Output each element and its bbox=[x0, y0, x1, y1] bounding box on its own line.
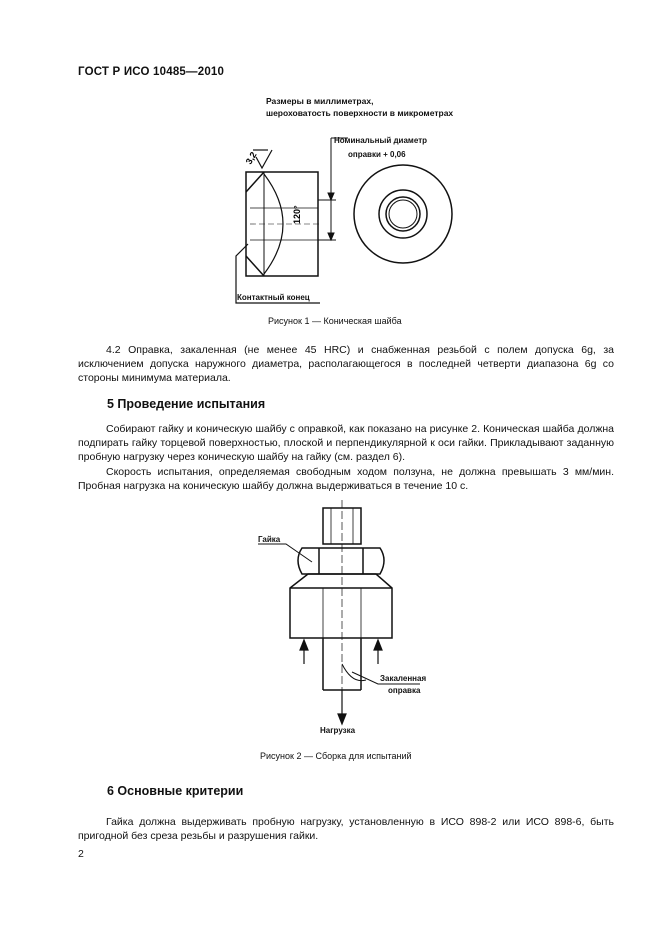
section6-paragraph: Гайка должна выдерживать пробную нагрузку, установленную в ИСО 898-2 или ИСО 898-6, быть пригодной без среза резьбы и разрушения гайки. bbox=[78, 816, 614, 843]
figure2-caption: Рисунок 2 — Сборка для испытаний bbox=[260, 751, 412, 761]
figure1-caption: Рисунок 1 — Коническая шайба bbox=[268, 316, 402, 326]
support-arrows bbox=[300, 640, 382, 664]
paragraph-4-2-text: 4.2 Оправка, закаленная (не менее 45 HRC) и снабженная резьбой с полем допуска 6g, за исключением допуска наружного диаметра, располагающегося в последней четверти диапазона 6g со стороны минимума материала. bbox=[78, 344, 614, 385]
section6-body bbox=[78, 815, 614, 843]
page-number: 2 bbox=[78, 848, 84, 860]
diameter-label-line2: оправки + 0,06 bbox=[348, 150, 406, 159]
contact-end-label: Контактный конец bbox=[237, 293, 310, 302]
nut-label: Гайка bbox=[258, 535, 281, 544]
mandrel-label-line2: оправка bbox=[388, 686, 421, 695]
angle-label: 120° bbox=[292, 205, 302, 224]
figure1-note-line2: шероховатость поверхности в микрометрах bbox=[266, 108, 454, 118]
diameter-label-line1: Номинальный диаметр bbox=[334, 136, 427, 145]
mandrel-top bbox=[323, 500, 361, 700]
roughness-value: 3,2 bbox=[243, 150, 259, 166]
section6-heading: 6 Основные критерии bbox=[107, 784, 244, 798]
mandrel-bottom bbox=[323, 638, 366, 690]
figure1-note-line1: Размеры в миллиметрах, bbox=[266, 96, 374, 106]
load-arrow bbox=[338, 690, 346, 724]
document-header: ГОСТ Р ИСО 10485—2010 bbox=[78, 66, 225, 78]
section5-heading: 5 Проведение испытания bbox=[107, 397, 266, 411]
section5-paragraph2: Скорость испытания, определяемая свободным ходом ползуна, не должна превышать 3 мм/мин. Пробная нагрузка на коническую шайбу должна выдерживаться в течение 10 с. bbox=[78, 465, 614, 492]
mandrel-label-line1: Закаленная bbox=[380, 674, 427, 683]
test-conical-washer bbox=[290, 574, 392, 638]
load-label: Нагрузка bbox=[320, 726, 356, 735]
nut-label-leader bbox=[258, 544, 312, 562]
section5-paragraph1: Собирают гайку и коническую шайбу с оправкой, как показано на рисунке 2. Коническая шайба должна подпирать гайку торцевой поверхностью, плоской и перпендикулярной к оси гайки. Прикладывают заданную пробную нагрузку через коническую шайбу на гайку (см. раздел 6). bbox=[78, 423, 614, 464]
